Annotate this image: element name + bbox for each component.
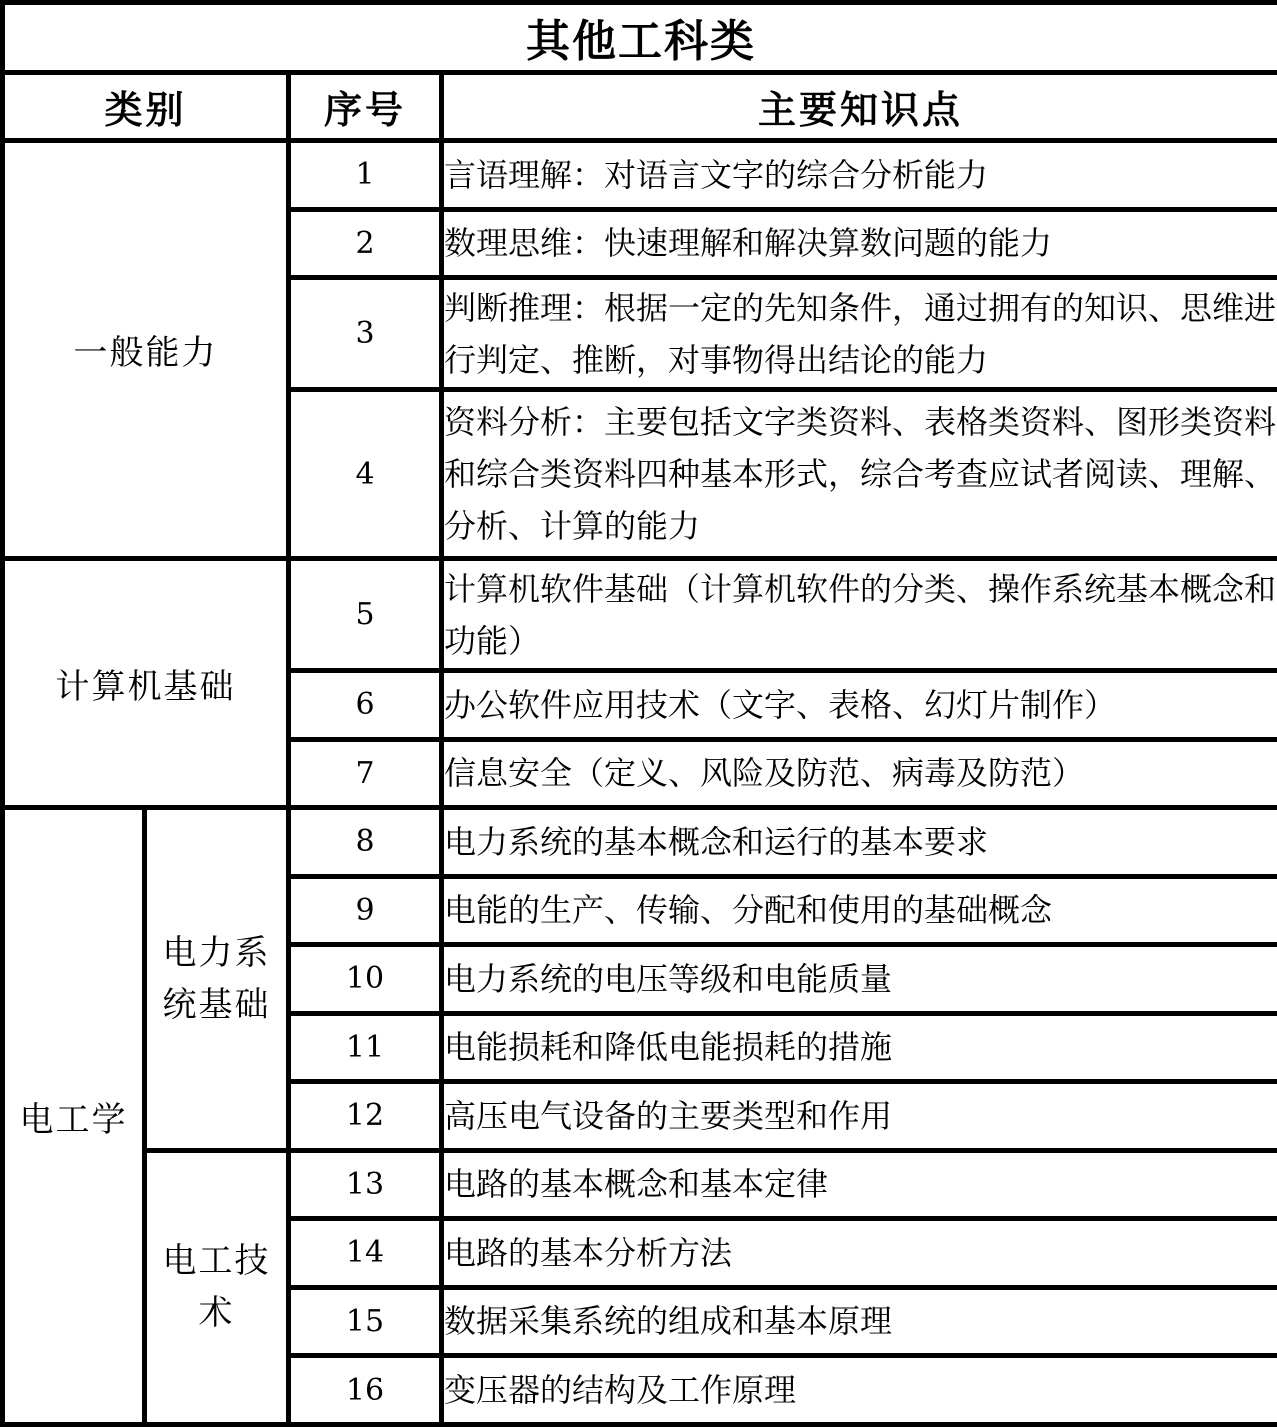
row-text: 信息安全（定义、风险及防范、病毒及防范） <box>442 739 1277 808</box>
row-text: 电力系统的基本概念和运行的基本要求 <box>442 808 1277 877</box>
row-number: 4 <box>289 389 442 558</box>
row-text: 数理思维：快速理解和解决算数问题的能力 <box>442 209 1277 278</box>
row-number: 12 <box>289 1082 442 1151</box>
table-row <box>3 559 1277 671</box>
title-row <box>3 3 1277 73</box>
header-index: 序号 <box>289 72 442 141</box>
subcategory-power-system: 电力系统基础 <box>145 808 289 1151</box>
row-number: 8 <box>289 808 442 877</box>
row-number: 3 <box>289 278 442 390</box>
row-text: 计算机软件基础（计算机软件的分类、操作系统基本概念和功能） <box>442 559 1277 671</box>
row-number: 13 <box>289 1150 442 1219</box>
row-text: 电能的生产、传输、分配和使用的基础概念 <box>442 876 1277 945</box>
table-row <box>3 141 1277 210</box>
row-number: 7 <box>289 739 442 808</box>
row-text: 电路的基本分析方法 <box>442 1219 1277 1288</box>
row-text: 电能损耗和降低电能损耗的措施 <box>442 1013 1277 1082</box>
row-text: 判断推理：根据一定的先知条件，通过拥有的知识、思维进行判定、推断，对事物得出结论的能力 <box>442 278 1277 390</box>
table-title: 其他工科类 <box>3 3 1277 73</box>
subcategory-electrical-tech: 电工技术 <box>145 1150 289 1424</box>
category-electrical: 电工学 <box>3 808 145 1425</box>
category-general: 一般能力 <box>3 141 289 559</box>
row-number: 16 <box>289 1356 442 1425</box>
row-text: 数据采集系统的组成和基本原理 <box>442 1287 1277 1356</box>
row-number: 14 <box>289 1219 442 1288</box>
table-row <box>3 1150 1277 1219</box>
row-number: 15 <box>289 1287 442 1356</box>
row-number: 10 <box>289 945 442 1014</box>
row-number: 11 <box>289 1013 442 1082</box>
row-number: 6 <box>289 671 442 740</box>
header-points: 主要知识点 <box>442 72 1277 141</box>
row-text: 变压器的结构及工作原理 <box>442 1356 1277 1425</box>
category-computer: 计算机基础 <box>3 559 289 808</box>
table-row <box>3 808 1277 877</box>
row-number: 9 <box>289 876 442 945</box>
row-text: 高压电气设备的主要类型和作用 <box>442 1082 1277 1151</box>
row-text: 电力系统的电压等级和电能质量 <box>442 945 1277 1014</box>
row-number: 1 <box>289 141 442 210</box>
header-row <box>3 72 1277 141</box>
row-text: 言语理解：对语言文字的综合分析能力 <box>442 141 1277 210</box>
row-text: 办公软件应用技术（文字、表格、幻灯片制作） <box>442 671 1277 740</box>
row-text: 资料分析：主要包括文字类资料、表格类资料、图形类资料和综合类资料四种基本形式，综合考查应试者阅读、理解、分析、计算的能力 <box>442 389 1277 558</box>
row-text: 电路的基本概念和基本定律 <box>442 1150 1277 1219</box>
row-number: 2 <box>289 209 442 278</box>
row-number: 5 <box>289 559 442 671</box>
header-category: 类别 <box>3 72 289 141</box>
